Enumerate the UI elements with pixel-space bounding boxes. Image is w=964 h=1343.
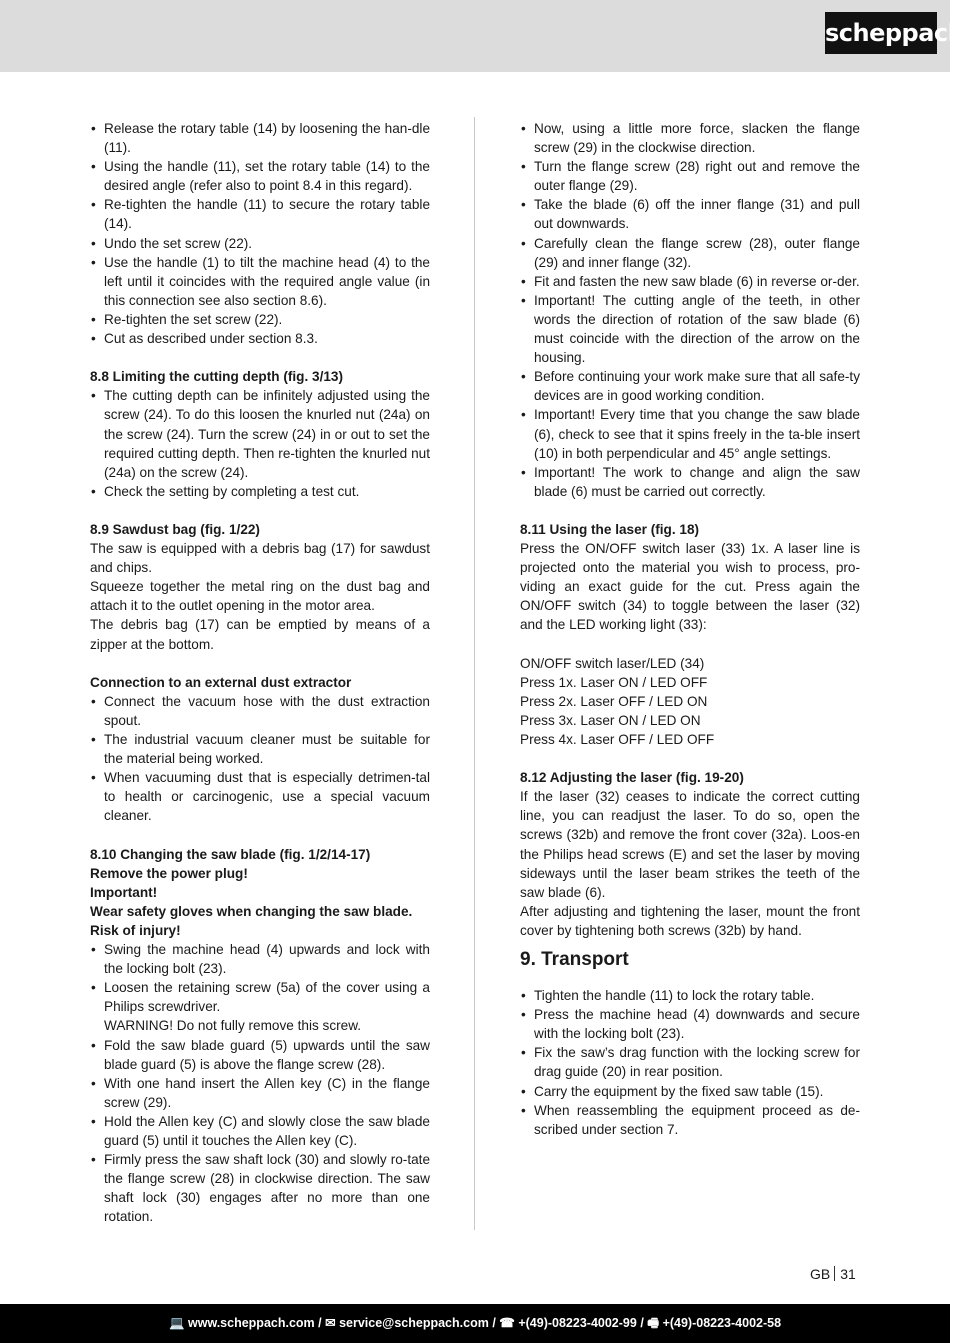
list-item: • Cut as described under section 8.3.: [90, 329, 430, 348]
list-item: • With one hand insert the Allen key (C) in the flange screw (29).: [90, 1074, 430, 1112]
section-heading-8-12: 8.12 Adjusting the laser (fig. 19-20): [520, 770, 744, 786]
laser-switch-line: Press 4x. Laser OFF / LED OFF: [520, 732, 715, 747]
rotary-steps-list: [90, 119, 430, 348]
phone-number: +(49)-08223-4002-99: [518, 1316, 637, 1330]
warning-remove-plug: Remove the power plug!: [90, 865, 248, 881]
list-item: • Important! Every time that you change the saw blade (6), check to see that it spins freely in the ta-ble insert (10) in both perpendicular and 45° angle settings.: [520, 405, 860, 462]
language-code: GB: [810, 1266, 831, 1282]
warning-gloves: Wear safety gloves when changing the saw blade.: [90, 903, 413, 919]
list-item: • Now, using a little more force, slacken the flange screw (29) in the clockwise direction.: [520, 119, 860, 157]
list-item: [90, 978, 430, 1035]
laser-switch-line: Press 1x. Laser ON / LED OFF: [520, 674, 708, 690]
column-divider: [474, 117, 475, 1230]
list-item: • Swing the machine head (4) upwards and lock with the locking bolt (23).: [90, 940, 430, 978]
list-item: • Hold the Allen key (C) and slowly close the saw blade guard (5) until it touches the Allen key (C).: [90, 1112, 430, 1150]
page-number: [810, 1265, 856, 1283]
paragraph: The saw is equipped with a debris bag (17) for sawdust and chips.: [90, 541, 430, 576]
page-number-separator: [834, 1266, 835, 1281]
footer-separator: /: [492, 1316, 500, 1330]
screw-warning: WARNING! Do not fully remove this screw.: [104, 1018, 362, 1034]
list-item: • Undo the set screw (22).: [90, 234, 430, 253]
list-item: • Re-tighten the set screw (22).: [90, 310, 430, 329]
list-item: • Fold the saw blade guard (5) upwards until the saw blade guard (5) is above the flange screw (28).: [90, 1036, 430, 1074]
page-number-value: 31: [840, 1266, 856, 1282]
fax-icon: 🖷: [647, 1316, 660, 1330]
list-item-text: • Loosen the retaining screw (5a) of the cover using a Philips screwdriver.: [104, 980, 430, 1015]
list-item: • Connect the vacuum hose with the dust extraction spout.: [90, 692, 430, 730]
paragraph: If the laser (32) ceases to indicate the correct cutting line, you can readjust the laser. To do so, open the screws (32b) and remove the front cover (32a). Loos-en the Philips head screws (E) and set the laser by moving sideways until the laser beam strikes the teeth of the saw blade (6).: [520, 789, 860, 900]
list-item: • Fix the saw’s drag function with the locking screw for drag guide (20) in rear position.: [520, 1043, 860, 1081]
website-link[interactable]: www.scheppach.com: [188, 1316, 315, 1330]
list-item: • Release the rotary table (14) by loosening the han-dle (11).: [90, 119, 430, 157]
email-link[interactable]: service@scheppach.com: [339, 1316, 489, 1330]
computer-icon: 💻: [168, 1316, 185, 1330]
list-item: • Carefully clean the flange screw (28), outer flange (29) and inner flange (32).: [520, 234, 860, 272]
paragraph: Press the ON/OFF switch laser (33) 1x. A laser line is projected onto the material you wish to process, pro-viding an exact guide for the cut. Press again the ON/OFF switch (34) to toggle between the laser (32) and the LED working light (33):: [520, 541, 860, 633]
list-item: • Before continuing your work make sure that all safe-ty devices are in good working condition.: [520, 367, 860, 405]
laser-switch-line: ON/OFF switch laser/LED (34): [520, 655, 705, 671]
warning-injury: Risk of injury!: [90, 922, 181, 938]
saw-blade-steps-list: [90, 940, 430, 1226]
paragraph: The debris bag (17) can be emptied by means of a zipper at the bottom.: [90, 617, 430, 652]
header-bar: [0, 0, 950, 72]
dust-extractor-list: [90, 692, 430, 826]
paragraph: After adjusting and tightening the laser, mount the front cover by tightening both screws (32b) by hand.: [520, 903, 860, 938]
section-heading-8-10: 8.10 Changing the saw blade (fig. 1/2/14-17): [90, 846, 371, 862]
list-item: • Take the blade (6) off the inner flange (31) and pull out downwards.: [520, 195, 860, 233]
list-item: • Press the machine head (4) downwards and secure with the locking bolt (23).: [520, 1005, 860, 1043]
section-heading-8-11: 8.11 Using the laser (fig. 18): [520, 521, 700, 537]
list-item: • Important! The cutting angle of the teeth, in other words the direction of rotation of the saw blade (6) must coincide with the direction of the arrow on the housing.: [520, 291, 860, 367]
list-item: • Use the handle (1) to tilt the machine head (4) to the left until it coincides with the required angle value (in this connection see also section 8.6).: [90, 253, 430, 310]
section-heading-8-9: 8.9 Sawdust bag (fig. 1/22): [90, 521, 260, 537]
list-item: • Carry the equipment by the fixed saw table (15).: [520, 1082, 860, 1101]
list-item: • Fit and fasten the new saw blade (6) in reverse or-der.: [520, 272, 860, 291]
scheppach-logo: scheppach: [825, 12, 937, 54]
transport-list: [520, 986, 860, 1139]
list-item: • When reassembling the equipment proceed as de-scribed under section 7.: [520, 1101, 860, 1139]
dust-extractor-heading: Connection to an external dust extractor: [90, 674, 352, 690]
footer-separator: /: [318, 1316, 326, 1330]
list-item: • The cutting depth can be infinitely adjusted using the screw (24). To do this loosen the knurled nut (24a) on the screw (24). Turn the screw (24) in or out to set the required cutting depth. Then re-tighten the knurled nut (24a) on the screw (24).: [90, 386, 430, 481]
footer-bar: [0, 1304, 950, 1343]
laser-switch-line: Press 3x. Laser ON / LED ON: [520, 712, 701, 728]
paragraph: Squeeze together the metal ring on the dust bag and attach it to the outlet opening in the motor area.: [90, 579, 430, 614]
email-icon: ✉: [325, 1316, 336, 1330]
section-heading-9: 9. Transport: [520, 949, 629, 971]
list-item: • Using the handle (11), set the rotary table (14) to the desired angle (refer also to point 8.4 in this regard).: [90, 157, 430, 195]
footer-separator: /: [640, 1316, 648, 1330]
list-item: • Firmly press the saw shaft lock (30) and slowly ro-tate the flange screw (28) in clockwise direction. The saw shaft lock (30) engages after no more than one rotation.: [90, 1150, 430, 1226]
list-item: • Tighten the handle (11) to lock the rotary table.: [520, 986, 860, 1005]
fax-number: +(49)-08223-4002-58: [662, 1316, 782, 1330]
cutting-depth-list: [90, 386, 430, 501]
list-item: • The industrial vacuum cleaner must be suitable for the material being worked.: [90, 730, 430, 768]
list-item: • When vacuuming dust that is especially detrimen-tal to health or carcinogenic, use a special vacuum cleaner.: [90, 768, 430, 825]
list-item: • Re-tighten the handle (11) to secure the rotary table (14).: [90, 195, 430, 233]
left-column: [90, 119, 430, 1226]
blade-change-list: [520, 119, 860, 501]
list-item: • Check the setting by completing a test cut.: [90, 482, 430, 501]
laser-switch-line: Press 2x. Laser OFF / LED ON: [520, 693, 708, 709]
list-item: • Important! The work to change and align the saw blade (6) must be carried out correctly.: [520, 463, 860, 501]
warning-important: Important!: [90, 884, 158, 900]
section-heading-8-8: 8.8 Limiting the cutting depth (fig. 3/13): [90, 369, 343, 385]
right-column: [520, 119, 860, 1139]
phone-icon: ☎: [499, 1316, 515, 1330]
list-item: • Turn the flange screw (28) right out and remove the outer flange (29).: [520, 157, 860, 195]
